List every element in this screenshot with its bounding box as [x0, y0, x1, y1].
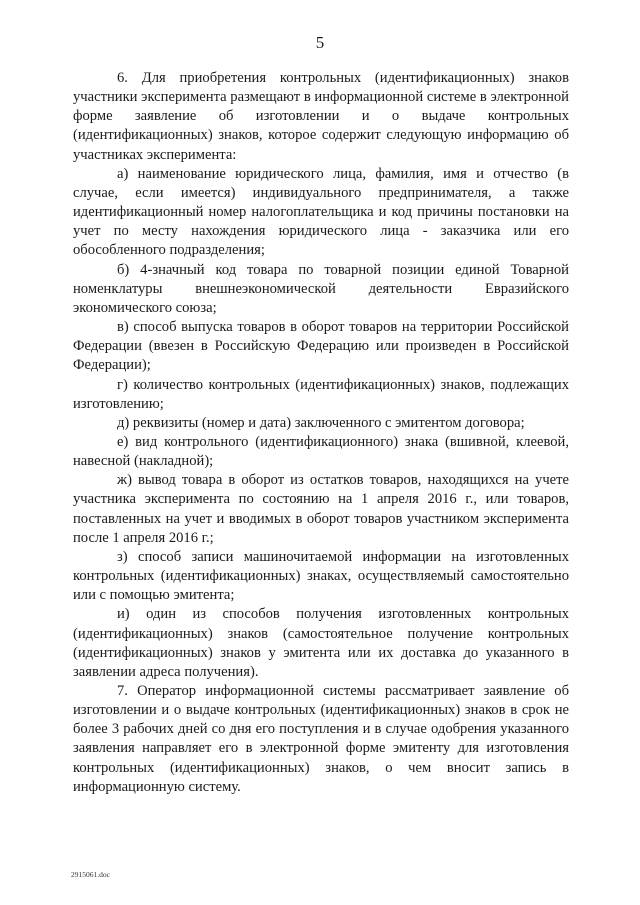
- list-item-i: и) один из способов получения изготовленных контрольных (идентификационных) знаков (самостоятельное получение контрольных (идентификационных) знаков у эмитента или их доставка до указанного в заявлении адреса получения).: [73, 606, 569, 680]
- list-item-e: е) вид контрольного (идентификационного) знака (вшивной, клеевой, навесной (накладной);: [73, 433, 569, 470]
- list-item-b: б) 4-значный код товара по товарной позиции единой Товарной номенклатуры внешнеэкономической деятельности Евразийского экономического союза;: [73, 261, 569, 316]
- paragraph-7: 7. Оператор информационной системы рассматривает заявление об изготовлении и о выдаче контрольных (идентификационных) знаков в срок не более 3 рабочих дней со дня его поступления и в случае одобрения указанного заявления направляет его в электронной форме эмитенту для изготовления контрольных (идентификационных) знаков, о чем вносит запись в информационную систему.: [73, 683, 569, 795]
- list-item-zh: ж) вывод товара в оборот из остатков товаров, находящихся на учете участника эксперимента по состоянию на 1 апреля 2016 г., или товаров, поставленных на учет и вводимых в оборот товаров участником эксперимента после 1 апреля 2016 г.;: [73, 472, 569, 546]
- list-item-v: в) способ выпуска товаров в оборот товаров на территории Российской Федерации (ввезен в Российскую Федерацию или произведен в Российской Федерации);: [73, 319, 569, 374]
- list-item-d: д) реквизиты (номер и дата) заключенного с эмитентом договора;: [117, 414, 525, 431]
- page-number: 5: [315, 33, 325, 52]
- paragraph-6: 6. Для приобретения контрольных (идентификационных) знаков участники эксперимента размещают в информационной системе в электронной форме заявление об изготовлении и о выдаче контрольных (идентификационных) знаков, которое содержит следующую информацию об участниках эксперимента:: [73, 70, 569, 163]
- list-item-g: г) количество контрольных (идентификационных) знаков, подлежащих изготовлению;: [73, 376, 569, 412]
- list-item-a: а) наименование юридического лица, фамилия, имя и отчество (в случае, если имеется) индивидуального предпринимателя, а также идентификационный номер налогоплательщика и код причины постановки на учет по месту нахождения юридического лица - заказчика или его обособленного подразделения;: [73, 165, 569, 259]
- list-item-z: з) способ записи машиночитаемой информации на изготовленных контрольных (идентификационных) знаках, осуществляемый самостоятельно или с помощью эмитента;: [73, 548, 569, 604]
- document-body: [73, 69, 569, 797]
- footer-file-code: 2915061.doc: [71, 870, 110, 879]
